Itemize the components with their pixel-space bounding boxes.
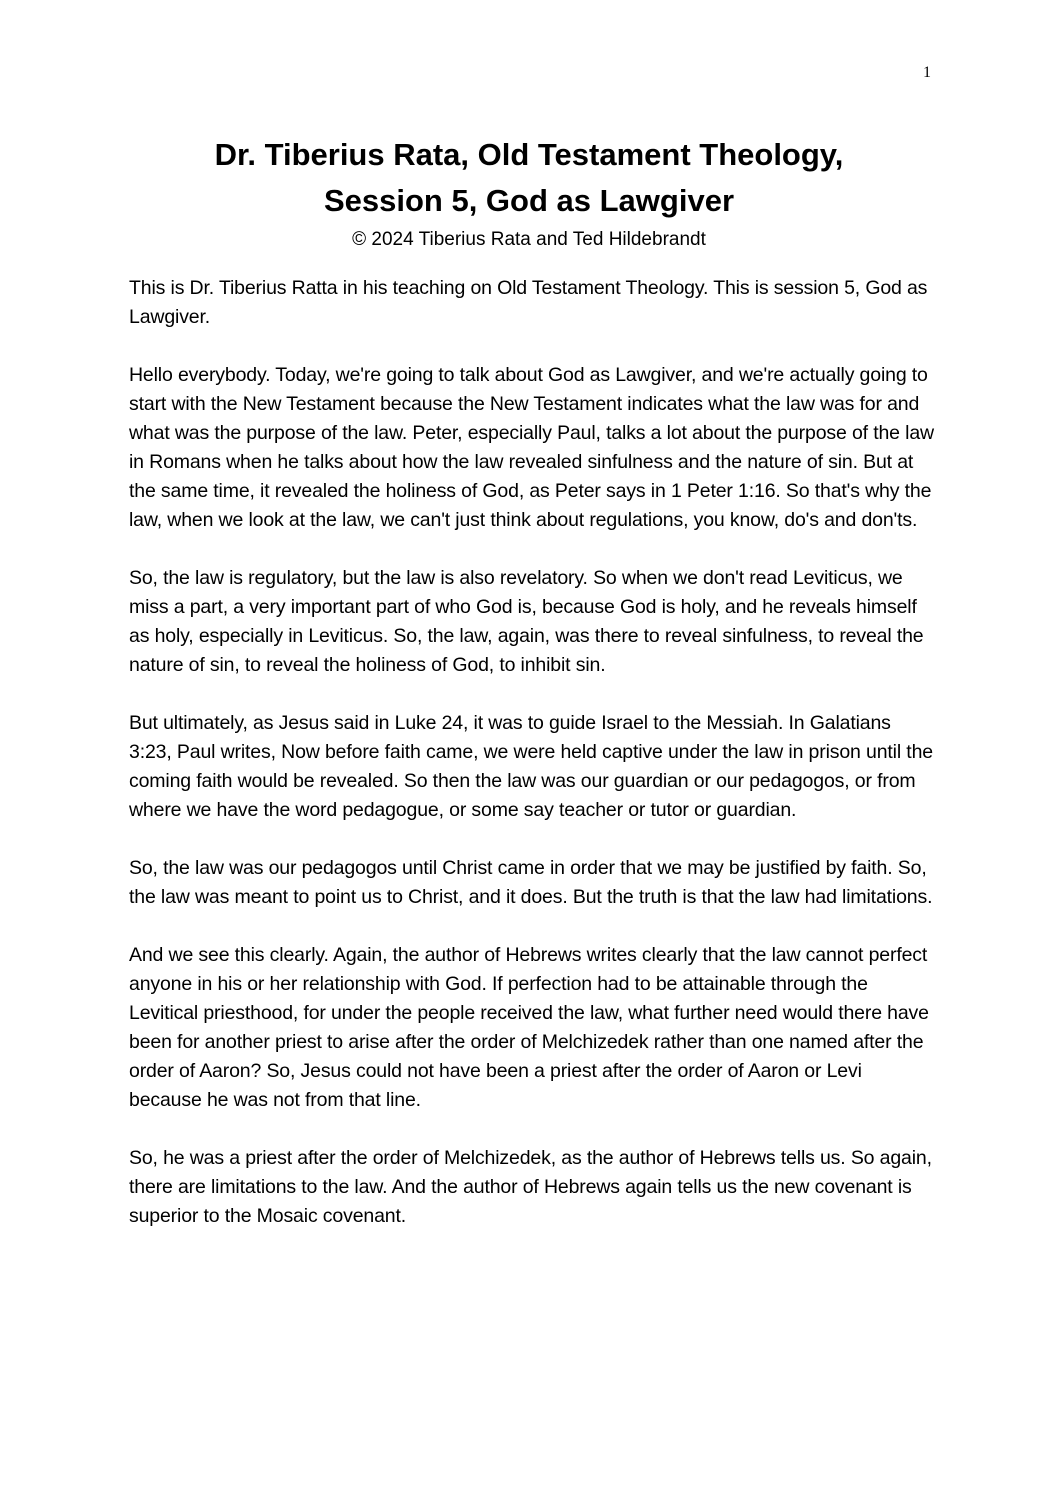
document-title-line-2: Session 5, God as Lawgiver — [323, 183, 735, 218]
paragraph-pedagogos: So, the law was our pedagogos until Christ came in order that we may be justified by faith. So, the law was meant to point us to Christ, and it does. But the truth is that the law had limitations. — [129, 857, 933, 908]
document-body — [129, 274, 935, 1260]
document-header — [0, 132, 1058, 254]
document-title-line-1: Dr. Tiberius Rata, Old Testament Theology, — [214, 137, 844, 172]
paragraph-limitations: And we see this clearly. Again, the author of Hebrews writes clearly that the law cannot perfect anyone in his or her relationship with God. If perfection had to be attainable through the Levitical priesthood, for under the people received the law, what further need would there have been for another priest to arise after the order of Melchizedek rather than one named after the order of Aaron? So, Jesus could not have been a priest after the order of Aaron or Levi because he was not from that line. — [129, 944, 929, 1111]
paragraph-melchizedek: So, he was a priest after the order of Melchizedek, as the author of Hebrews tells us. So again, there are limitations to the law. And the author of Hebrews again tells us the new covenant is superior to the Mosaic covenant. — [129, 1147, 932, 1227]
paragraph-purpose-of-law: Hello everybody. Today, we're going to talk about God as Lawgiver, and we're actually going to start with the New Testament because the New Testament indicates what the law was for and what was the purpose of the law. Peter, especially Paul, talks a lot about the purpose of the law in Romans when he talks about how the law revealed sinfulness and the nature of sin. But at the same time, it revealed the holiness of God, as Peter says in 1 Peter 1:16. So that's why the law, when we look at the law, we can't just think about regulations, you know, do's and don'ts. — [129, 364, 934, 531]
copyright-notice: © 2024 Tiberius Rata and Ted Hildebrandt — [352, 229, 706, 250]
paragraph-guide-to-messiah: But ultimately, as Jesus said in Luke 24, it was to guide Israel to the Messiah. In Galatians 3:23, Paul writes, Now before faith came, we were held captive under the law in prison until the coming faith would be revealed. So then the law was our guardian or our pedagogos, or from where we have the word pedagogue, or some say teacher or tutor or guardian. — [129, 712, 933, 821]
paragraph-regulatory-revelatory: So, the law is regulatory, but the law is also revelatory. So when we don't read Leviticus, we miss a part, a very important part of who God is, because God is holy, and he reveals himself as holy, especially in Leviticus. So, the law, again, was there to reveal sinfulness, to reveal the nature of sin, to reveal the holiness of God, to inhibit sin. — [129, 567, 924, 676]
paragraph-intro: This is Dr. Tiberius Ratta in his teaching on Old Testament Theology. This is session 5, God as Lawgiver. — [129, 277, 928, 328]
page-number: 1 — [923, 64, 931, 81]
